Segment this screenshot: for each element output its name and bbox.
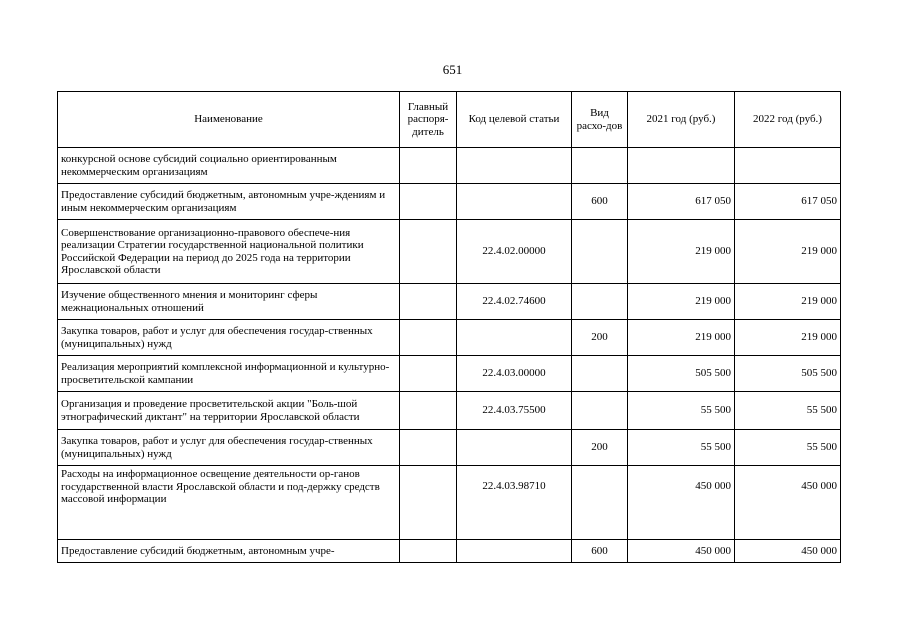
row-2021: 505 500 <box>628 356 735 392</box>
row-2022: 219 000 <box>735 220 841 284</box>
header-year-2022: 2022 год (руб.) <box>735 92 841 148</box>
row-vid: 200 <box>572 430 628 466</box>
row-vid <box>572 466 628 540</box>
row-2021: 219 000 <box>628 320 735 356</box>
row-code <box>457 320 572 356</box>
row-code: 22.4.02.74600 <box>457 284 572 320</box>
row-chief <box>400 356 457 392</box>
table-header-row <box>58 92 841 148</box>
row-chief <box>400 392 457 430</box>
row-code: 22.4.03.00000 <box>457 356 572 392</box>
table-row <box>58 540 841 563</box>
row-2022: 617 050 <box>735 184 841 220</box>
table-row <box>58 356 841 392</box>
table-row <box>58 184 841 220</box>
row-name: Закупка товаров, работ и услуг для обеспечения государ-ственных (муниципальных) нужд <box>58 430 400 466</box>
row-2021 <box>628 148 735 184</box>
row-vid: 200 <box>572 320 628 356</box>
row-chief <box>400 148 457 184</box>
row-vid <box>572 220 628 284</box>
row-name: Изучение общественного мнения и мониторинг сферы межнациональных отношений <box>58 284 400 320</box>
row-name: Совершенствование организационно-правового обеспече-ния реализации Стратегии государственной национальной политики Российской Федерации на период до 2025 года на территории Ярославской области <box>58 220 400 284</box>
table-row <box>58 430 841 466</box>
row-chief <box>400 184 457 220</box>
row-2022: 55 500 <box>735 430 841 466</box>
row-2022: 450 000 <box>735 466 841 540</box>
row-vid: 600 <box>572 184 628 220</box>
row-2021: 617 050 <box>628 184 735 220</box>
row-name: Расходы на информационное освещение деятельности ор-ганов государственной власти Ярославской области и под-держку средств массовой информации <box>58 466 400 540</box>
row-code <box>457 430 572 466</box>
row-chief <box>400 320 457 356</box>
table-row <box>58 284 841 320</box>
row-vid: 600 <box>572 540 628 563</box>
table-row <box>58 320 841 356</box>
row-code: 22.4.03.98710 <box>457 466 572 540</box>
table-row <box>58 466 841 540</box>
table-row <box>58 392 841 430</box>
table-row <box>58 220 841 284</box>
row-name: Предоставление субсидий бюджетным, автономным учре- <box>58 540 400 563</box>
row-2022 <box>735 148 841 184</box>
row-code <box>457 184 572 220</box>
row-2021: 450 000 <box>628 466 735 540</box>
row-chief <box>400 284 457 320</box>
row-name: Реализация мероприятий комплексной информационной и культурно-просветительской кампании <box>58 356 400 392</box>
header-target-code: Код целевой статьи <box>457 92 572 148</box>
row-name: Предоставление субсидий бюджетным, автономным учре-ждениям и иным некоммерческим организациям <box>58 184 400 220</box>
row-chief <box>400 540 457 563</box>
row-2021: 219 000 <box>628 220 735 284</box>
row-vid <box>572 148 628 184</box>
row-name: Закупка товаров, работ и услуг для обеспечения государ-ственных (муниципальных) нужд <box>58 320 400 356</box>
row-vid <box>572 356 628 392</box>
row-2022: 450 000 <box>735 540 841 563</box>
header-chief-manager: Главный распоря-дитель <box>400 92 457 148</box>
row-2021: 450 000 <box>628 540 735 563</box>
row-code <box>457 540 572 563</box>
row-2021: 219 000 <box>628 284 735 320</box>
row-2022: 219 000 <box>735 320 841 356</box>
row-chief <box>400 430 457 466</box>
row-code: 22.4.03.75500 <box>457 392 572 430</box>
row-name: Организация и проведение просветительской акции "Боль-шой этнографический диктант" на территории Ярославской области <box>58 392 400 430</box>
row-chief <box>400 220 457 284</box>
row-code: 22.4.02.00000 <box>457 220 572 284</box>
table-row <box>58 148 841 184</box>
header-year-2021: 2021 год (руб.) <box>628 92 735 148</box>
row-2022: 55 500 <box>735 392 841 430</box>
row-2021: 55 500 <box>628 430 735 466</box>
row-vid <box>572 284 628 320</box>
row-chief <box>400 466 457 540</box>
header-expense-type: Вид расхо-дов <box>572 92 628 148</box>
row-code <box>457 148 572 184</box>
page-number: 651 <box>442 62 463 77</box>
row-name: конкурсной основе субсидий социально ориентированным некоммерческим организациям <box>58 148 400 184</box>
row-2022: 219 000 <box>735 284 841 320</box>
row-vid <box>572 392 628 430</box>
row-2021: 55 500 <box>628 392 735 430</box>
header-name: Наименование <box>58 92 400 148</box>
budget-table <box>57 91 841 563</box>
row-2022: 505 500 <box>735 356 841 392</box>
